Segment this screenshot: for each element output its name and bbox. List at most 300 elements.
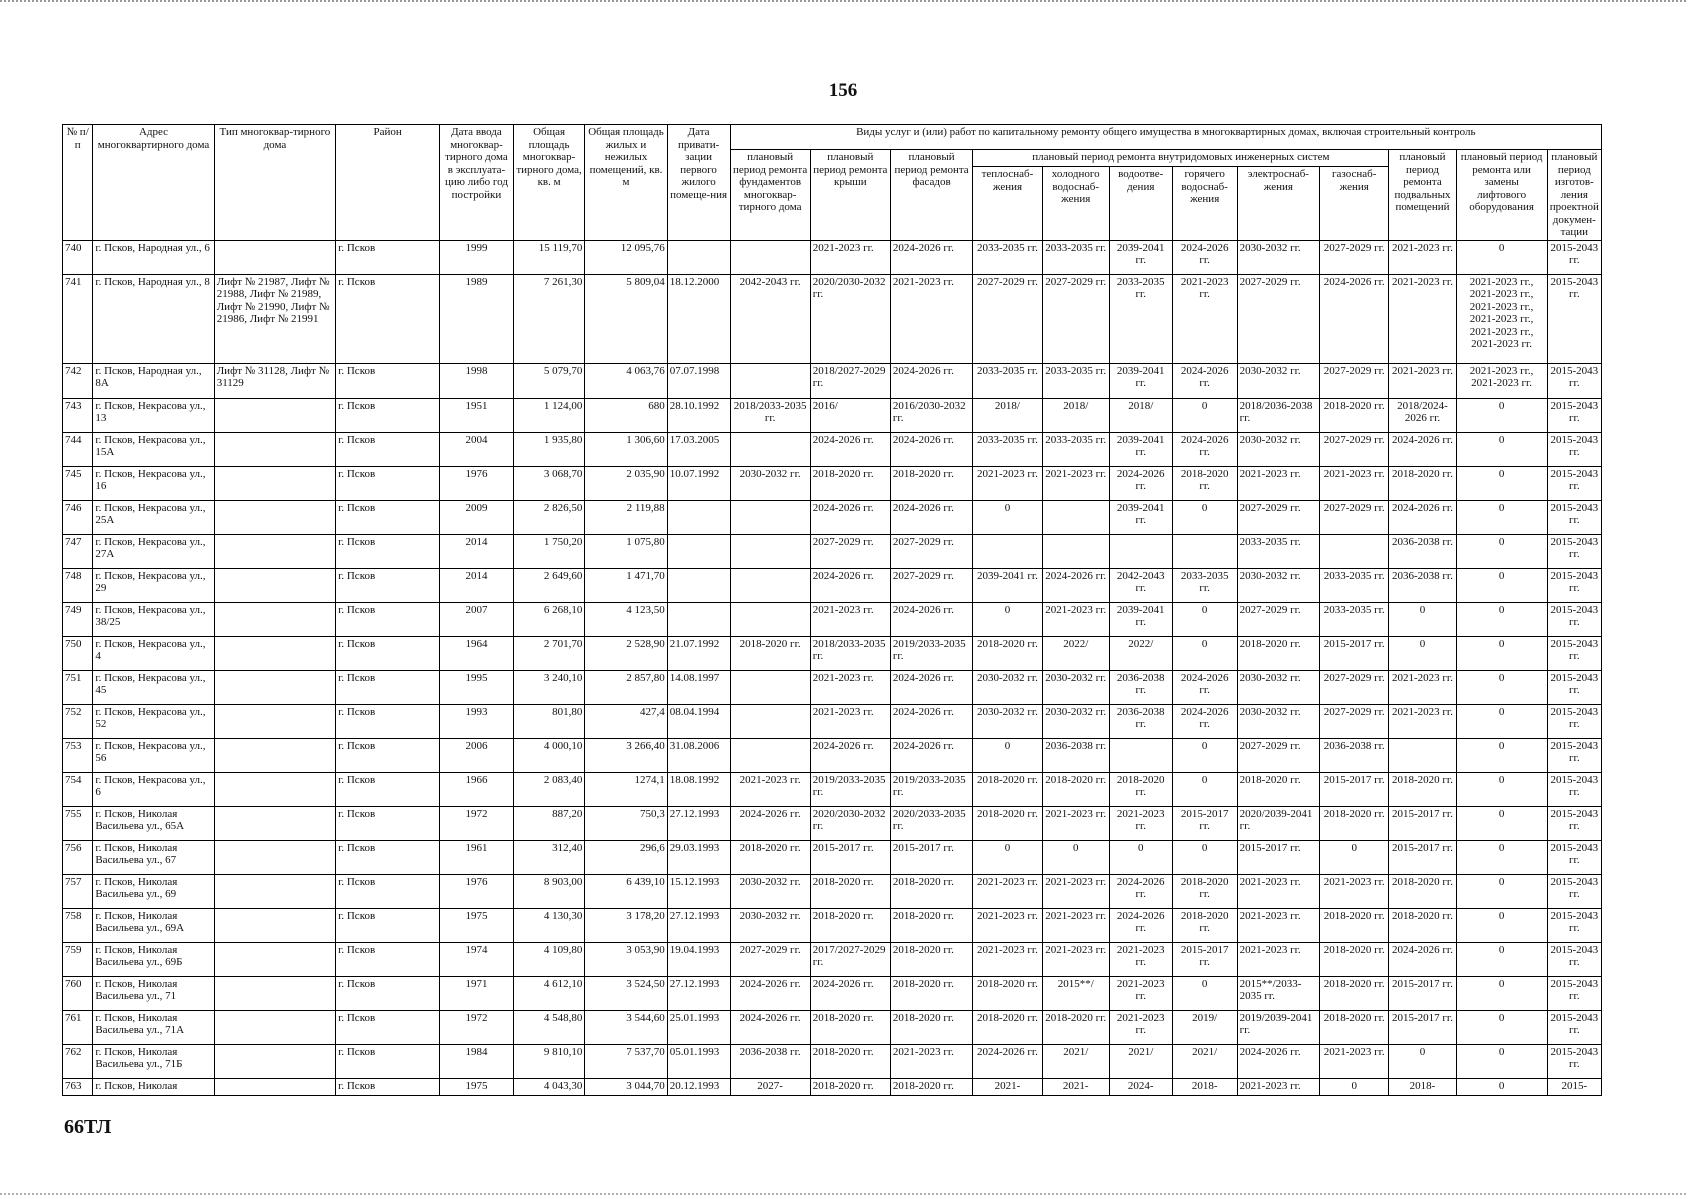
row-living-area: 4 063,76 — [585, 363, 667, 398]
row-heating: 2024-2026 гг. — [973, 1044, 1042, 1078]
row-design-docs: 2015-2043 гг. — [1547, 670, 1601, 704]
row-address: г. Псков, Некрасова ул., 38/25 — [93, 602, 214, 636]
row-elevator: 0 — [1456, 670, 1547, 704]
row-commission-year: 1975 — [440, 1078, 514, 1095]
row-address: г. Псков, Народная ул., 8А — [93, 363, 214, 398]
row-living-area: 3 053,90 — [585, 942, 667, 976]
row-roof: 2018-2020 гг. — [810, 1044, 890, 1078]
row-cold-water: 2021/ — [1042, 1044, 1109, 1078]
row-foundation — [730, 363, 810, 398]
table-row — [63, 240, 1602, 274]
row-number: 743 — [63, 398, 93, 432]
row-gas: 2021-2023 гг. — [1320, 1044, 1389, 1078]
row-drainage: 2033-2035 гг. — [1109, 274, 1172, 363]
row-living-area: 2 035,90 — [585, 466, 667, 500]
row-facade: 2024-2026 гг. — [890, 432, 972, 466]
row-total-area: 801,80 — [513, 704, 585, 738]
header-gas: газоснаб-жения — [1320, 167, 1389, 240]
row-heating: 2033-2035 гг. — [973, 240, 1042, 274]
row-hot-water: 2015-2017 гг. — [1172, 942, 1237, 976]
row-house-type — [214, 636, 335, 670]
header-works-types: Виды услуг и (или) работ по капитальному ремонту общего имущества в многоквартирных домах, включая строительный контроль — [730, 125, 1601, 150]
row-total-area: 2 701,70 — [513, 636, 585, 670]
row-district: г. Псков — [336, 363, 440, 398]
row-cold-water: 2027-2029 гг. — [1042, 274, 1109, 363]
row-electricity: 2018-2020 гг. — [1237, 636, 1319, 670]
row-design-docs: 2015-2043 гг. — [1547, 840, 1601, 874]
row-design-docs: 2015-2043 гг. — [1547, 240, 1601, 274]
row-house-type — [214, 670, 335, 704]
row-elevator: 2021-2023 гг., 2021-2023 гг. — [1456, 363, 1547, 398]
row-commission-year: 1971 — [440, 976, 514, 1010]
row-house-type — [214, 738, 335, 772]
row-house-type: Лифт № 21987, Лифт № 21988, Лифт № 21989, Лифт № 21990, Лифт № 21986, Лифт № 21991 — [214, 274, 335, 363]
row-electricity: 2015**/2033-2035 гг. — [1237, 976, 1319, 1010]
row-address: г. Псков, Некрасова ул., 29 — [93, 568, 214, 602]
row-facade: 2020/2033-2035 гг. — [890, 806, 972, 840]
row-number: 748 — [63, 568, 93, 602]
row-house-type — [214, 398, 335, 432]
row-basement: 2021-2023 гг. — [1389, 670, 1456, 704]
row-living-area: 12 095,76 — [585, 240, 667, 274]
row-facade: 2015-2017 гг. — [890, 840, 972, 874]
row-roof: 2016/ — [810, 398, 890, 432]
row-roof: 2020/2030-2032 гг. — [810, 806, 890, 840]
row-hot-water: 2018-2020 гг. — [1172, 908, 1237, 942]
row-foundation: 2024-2026 гг. — [730, 806, 810, 840]
table-row — [63, 432, 1602, 466]
table-row — [63, 704, 1602, 738]
row-foundation: 2042-2043 гг. — [730, 274, 810, 363]
row-basement: 2024-2026 гг. — [1389, 500, 1456, 534]
row-address: г. Псков, Некрасова ул., 27А — [93, 534, 214, 568]
row-address: г. Псков, Некрасова ул., 45 — [93, 670, 214, 704]
row-basement: 2018-2020 гг. — [1389, 908, 1456, 942]
row-heating: 0 — [973, 500, 1042, 534]
row-basement: 2021-2023 гг. — [1389, 274, 1456, 363]
row-address: г. Псков, Некрасова ул., 6 — [93, 772, 214, 806]
header-commission-date: Дата ввода многоквар-тирного дома в эксплуата-цию либо год постройки — [440, 125, 514, 241]
table-row — [63, 942, 1602, 976]
row-heating: 2018-2020 гг. — [973, 1010, 1042, 1044]
row-design-docs: 2015-2043 гг. — [1547, 976, 1601, 1010]
row-house-type — [214, 240, 335, 274]
row-gas: 2033-2035 гг. — [1320, 568, 1389, 602]
row-total-area: 3 068,70 — [513, 466, 585, 500]
row-gas: 2027-2029 гг. — [1320, 670, 1389, 704]
header-district: Район — [336, 125, 440, 241]
row-number: 740 — [63, 240, 93, 274]
row-roof: 2018-2020 гг. — [810, 466, 890, 500]
row-district: г. Псков — [336, 976, 440, 1010]
row-electricity: 2018-2020 гг. — [1237, 772, 1319, 806]
row-facade: 2024-2026 гг. — [890, 240, 972, 274]
row-district: г. Псков — [336, 534, 440, 568]
row-drainage: 2039-2041 гг. — [1109, 500, 1172, 534]
row-foundation — [730, 704, 810, 738]
table-body — [63, 240, 1602, 1095]
row-foundation — [730, 534, 810, 568]
table-row — [63, 1010, 1602, 1044]
row-district: г. Псков — [336, 704, 440, 738]
row-commission-year: 2014 — [440, 534, 514, 568]
row-hot-water: 2024-2026 гг. — [1172, 363, 1237, 398]
row-cold-water: 2024-2026 гг. — [1042, 568, 1109, 602]
row-privatization-date — [667, 534, 730, 568]
row-privatization-date — [667, 240, 730, 274]
row-cold-water — [1042, 500, 1109, 534]
row-privatization-date — [667, 602, 730, 636]
row-drainage — [1109, 534, 1172, 568]
row-gas: 2018-2020 гг. — [1320, 942, 1389, 976]
row-design-docs: 2015-2043 гг. — [1547, 398, 1601, 432]
row-roof: 2018/2027-2029 гг. — [810, 363, 890, 398]
row-design-docs: 2015-2043 гг. — [1547, 602, 1601, 636]
row-basement: 2018/2024-2026 гг. — [1389, 398, 1456, 432]
row-electricity: 2033-2035 гг. — [1237, 534, 1319, 568]
row-drainage: 2036-2038 гг. — [1109, 704, 1172, 738]
row-heating: 2021-2023 гг. — [973, 466, 1042, 500]
row-privatization-date: 27.12.1993 — [667, 908, 730, 942]
row-hot-water: 0 — [1172, 738, 1237, 772]
row-house-type — [214, 874, 335, 908]
row-living-area: 1 471,70 — [585, 568, 667, 602]
row-roof: 2024-2026 гг. — [810, 500, 890, 534]
row-number: 752 — [63, 704, 93, 738]
row-living-area: 7 537,70 — [585, 1044, 667, 1078]
row-number: 757 — [63, 874, 93, 908]
row-cold-water: 2030-2032 гг. — [1042, 704, 1109, 738]
row-drainage: 2021-2023 гг. — [1109, 806, 1172, 840]
table-row — [63, 1044, 1602, 1078]
row-hot-water: 0 — [1172, 602, 1237, 636]
row-basement — [1389, 738, 1456, 772]
row-elevator: 0 — [1456, 534, 1547, 568]
row-electricity: 2027-2029 гг. — [1237, 602, 1319, 636]
row-living-area: 1 306,60 — [585, 432, 667, 466]
row-hot-water: 2024-2026 гг. — [1172, 670, 1237, 704]
row-electricity: 2018/2036-2038 гг. — [1237, 398, 1319, 432]
row-district: г. Псков — [336, 274, 440, 363]
row-roof: 2021-2023 гг. — [810, 670, 890, 704]
row-district: г. Псков — [336, 1010, 440, 1044]
header-hot-water: горячего водоснаб-жения — [1172, 167, 1237, 240]
row-number: 753 — [63, 738, 93, 772]
table-row — [63, 908, 1602, 942]
row-gas: 0 — [1320, 1078, 1389, 1095]
row-roof: 2018-2020 гг. — [810, 874, 890, 908]
row-gas: 2024-2026 гг. — [1320, 274, 1389, 363]
row-address: г. Псков, Николая Васильева ул., 67 — [93, 840, 214, 874]
row-house-type — [214, 840, 335, 874]
row-hot-water: 2024-2026 гг. — [1172, 704, 1237, 738]
row-commission-year: 1976 — [440, 874, 514, 908]
row-design-docs: 2015-2043 гг. — [1547, 908, 1601, 942]
row-gas: 2018-2020 гг. — [1320, 398, 1389, 432]
row-elevator: 0 — [1456, 874, 1547, 908]
row-living-area: 4 123,50 — [585, 602, 667, 636]
row-number: 749 — [63, 602, 93, 636]
row-total-area: 7 261,30 — [513, 274, 585, 363]
row-privatization-date: 21.07.1992 — [667, 636, 730, 670]
row-electricity: 2021-2023 гг. — [1237, 874, 1319, 908]
row-facade: 2024-2026 гг. — [890, 363, 972, 398]
row-district: г. Псков — [336, 874, 440, 908]
row-cold-water: 2021-2023 гг. — [1042, 806, 1109, 840]
row-address: г. Псков, Николая Васильева ул., 71 — [93, 976, 214, 1010]
row-privatization-date: 20.12.1993 — [667, 1078, 730, 1095]
row-elevator: 0 — [1456, 432, 1547, 466]
row-heating: 2030-2032 гг. — [973, 670, 1042, 704]
row-address: г. Псков, Николая Васильева ул., 65А — [93, 806, 214, 840]
row-gas: 2021-2023 гг. — [1320, 466, 1389, 500]
row-roof: 2018-2020 гг. — [810, 1010, 890, 1044]
row-electricity: 2015-2017 гг. — [1237, 840, 1319, 874]
header-engineering-systems: плановый период ремонта внутридомовых инженерных систем — [973, 150, 1389, 167]
table-row — [63, 976, 1602, 1010]
row-drainage: 2018/ — [1109, 398, 1172, 432]
header-foundation: плановый период ремонта фундаментов многоквар-тирного дома — [730, 150, 810, 241]
row-district: г. Псков — [336, 568, 440, 602]
row-basement: 2018- — [1389, 1078, 1456, 1095]
document-code: 66ТЛ — [64, 1116, 112, 1138]
row-drainage: 2024-2026 гг. — [1109, 874, 1172, 908]
row-elevator: 0 — [1456, 636, 1547, 670]
scan-edge-top — [0, 0, 1686, 6]
row-elevator: 0 — [1456, 466, 1547, 500]
row-roof: 2021-2023 гг. — [810, 602, 890, 636]
row-cold-water: 2021-2023 гг. — [1042, 942, 1109, 976]
row-cold-water: 2018/ — [1042, 398, 1109, 432]
row-hot-water: 2015-2017 гг. — [1172, 806, 1237, 840]
row-number: 742 — [63, 363, 93, 398]
row-cold-water: 2021- — [1042, 1078, 1109, 1095]
row-privatization-date: 14.08.1997 — [667, 670, 730, 704]
table-row — [63, 670, 1602, 704]
row-heating: 2018-2020 гг. — [973, 636, 1042, 670]
row-gas: 2018-2020 гг. — [1320, 908, 1389, 942]
row-drainage: 2024- — [1109, 1078, 1172, 1095]
row-drainage: 2021-2023 гг. — [1109, 942, 1172, 976]
row-drainage: 2024-2026 гг. — [1109, 466, 1172, 500]
row-house-type — [214, 908, 335, 942]
row-drainage: 2039-2041 гг. — [1109, 432, 1172, 466]
row-gas: 2021-2023 гг. — [1320, 874, 1389, 908]
row-total-area: 1 124,00 — [513, 398, 585, 432]
row-district: г. Псков — [336, 942, 440, 976]
row-heating: 2027-2029 гг. — [973, 274, 1042, 363]
row-elevator: 0 — [1456, 568, 1547, 602]
row-total-area: 2 649,60 — [513, 568, 585, 602]
table-row — [63, 398, 1602, 432]
row-gas: 2027-2029 гг. — [1320, 363, 1389, 398]
row-basement: 0 — [1389, 1044, 1456, 1078]
row-hot-water: 0 — [1172, 636, 1237, 670]
row-facade: 2019/2033-2035 гг. — [890, 772, 972, 806]
row-design-docs: 2015-2043 гг. — [1547, 363, 1601, 398]
row-privatization-date: 08.04.1994 — [667, 704, 730, 738]
row-basement: 2036-2038 гг. — [1389, 568, 1456, 602]
row-drainage: 2039-2041 гг. — [1109, 240, 1172, 274]
row-heating: 0 — [973, 738, 1042, 772]
row-heating: 2021-2023 гг. — [973, 908, 1042, 942]
row-basement: 2018-2020 гг. — [1389, 874, 1456, 908]
row-basement: 2015-2017 гг. — [1389, 1010, 1456, 1044]
row-basement: 2036-2038 гг. — [1389, 534, 1456, 568]
row-commission-year: 2014 — [440, 568, 514, 602]
row-living-area: 1274,1 — [585, 772, 667, 806]
row-roof: 2021-2023 гг. — [810, 704, 890, 738]
row-elevator: 0 — [1456, 1078, 1547, 1095]
row-cold-water: 0 — [1042, 840, 1109, 874]
row-facade: 2018-2020 гг. — [890, 466, 972, 500]
row-number: 751 — [63, 670, 93, 704]
row-address: г. Псков, Некрасова ул., 25А — [93, 500, 214, 534]
row-total-area: 4 109,80 — [513, 942, 585, 976]
row-drainage: 2018-2020 гг. — [1109, 772, 1172, 806]
row-living-area: 6 439,10 — [585, 874, 667, 908]
row-design-docs: 2015-2043 гг. — [1547, 738, 1601, 772]
header-num: № п/п — [63, 125, 93, 241]
row-privatization-date: 27.12.1993 — [667, 976, 730, 1010]
row-number: 761 — [63, 1010, 93, 1044]
row-roof: 2021-2023 гг. — [810, 240, 890, 274]
table-row — [63, 602, 1602, 636]
header-elevator: плановый период ремонта или замены лифтового оборудования — [1456, 150, 1547, 241]
row-roof: 2018-2020 гг. — [810, 908, 890, 942]
row-roof: 2027-2029 гг. — [810, 534, 890, 568]
row-gas: 2036-2038 гг. — [1320, 738, 1389, 772]
row-gas: 2018-2020 гг. — [1320, 1010, 1389, 1044]
row-roof: 2017/2027-2029 гг. — [810, 942, 890, 976]
row-facade: 2016/2030-2032 гг. — [890, 398, 972, 432]
row-drainage: 0 — [1109, 840, 1172, 874]
row-facade: 2018-2020 гг. — [890, 908, 972, 942]
row-elevator: 0 — [1456, 942, 1547, 976]
row-total-area: 4 130,30 — [513, 908, 585, 942]
row-elevator: 0 — [1456, 602, 1547, 636]
row-cold-water: 2022/ — [1042, 636, 1109, 670]
row-roof: 2024-2026 гг. — [810, 432, 890, 466]
row-hot-water: 2021/ — [1172, 1044, 1237, 1078]
row-privatization-date: 29.03.1993 — [667, 840, 730, 874]
row-electricity: 2021-2023 гг. — [1237, 908, 1319, 942]
row-cold-water: 2021-2023 гг. — [1042, 466, 1109, 500]
row-gas — [1320, 534, 1389, 568]
row-roof: 2024-2026 гг. — [810, 976, 890, 1010]
row-privatization-date: 17.03.2005 — [667, 432, 730, 466]
row-number: 762 — [63, 1044, 93, 1078]
row-hot-water: 2018-2020 гг. — [1172, 874, 1237, 908]
row-privatization-date — [667, 568, 730, 602]
row-living-area: 2 119,88 — [585, 500, 667, 534]
row-basement: 2015-2017 гг. — [1389, 806, 1456, 840]
row-hot-water: 0 — [1172, 772, 1237, 806]
row-electricity: 2020/2039-2041 гг. — [1237, 806, 1319, 840]
row-total-area: 3 240,10 — [513, 670, 585, 704]
row-commission-year: 1989 — [440, 274, 514, 363]
row-cold-water: 2018-2020 гг. — [1042, 1010, 1109, 1044]
row-commission-year: 1972 — [440, 806, 514, 840]
row-living-area: 680 — [585, 398, 667, 432]
row-basement: 2015-2017 гг. — [1389, 840, 1456, 874]
row-cold-water: 2018-2020 гг. — [1042, 772, 1109, 806]
row-privatization-date: 18.08.1992 — [667, 772, 730, 806]
scan-edge-bottom — [0, 1193, 1686, 1199]
row-heating: 2021- — [973, 1078, 1042, 1095]
row-drainage: 2021-2023 гг. — [1109, 976, 1172, 1010]
row-address: г. Псков, Николая Васильева ул., 69Б — [93, 942, 214, 976]
row-commission-year: 2006 — [440, 738, 514, 772]
row-district: г. Псков — [336, 500, 440, 534]
row-electricity: 2030-2032 гг. — [1237, 670, 1319, 704]
row-privatization-date: 10.07.1992 — [667, 466, 730, 500]
row-heating: 2018-2020 гг. — [973, 806, 1042, 840]
row-commission-year: 1966 — [440, 772, 514, 806]
row-drainage: 2021-2023 гг. — [1109, 1010, 1172, 1044]
row-electricity: 2024-2026 гг. — [1237, 1044, 1319, 1078]
row-electricity: 2030-2032 гг. — [1237, 240, 1319, 274]
row-address: г. Псков, Некрасова ул., 52 — [93, 704, 214, 738]
row-design-docs: 2015-2043 гг. — [1547, 432, 1601, 466]
header-address: Адрес многоквартирного дома — [93, 125, 214, 241]
table-row — [63, 840, 1602, 874]
row-living-area: 750,3 — [585, 806, 667, 840]
row-facade: 2024-2026 гг. — [890, 670, 972, 704]
table-row — [63, 274, 1602, 363]
row-house-type — [214, 432, 335, 466]
row-district: г. Псков — [336, 466, 440, 500]
row-living-area: 3 544,60 — [585, 1010, 667, 1044]
row-design-docs: 2015-2043 гг. — [1547, 274, 1601, 363]
header-roof: плановый период ремонта крыши — [810, 150, 890, 241]
row-living-area: 3 266,40 — [585, 738, 667, 772]
row-total-area: 312,40 — [513, 840, 585, 874]
row-district: г. Псков — [336, 1078, 440, 1095]
row-cold-water: 2036-2038 гг. — [1042, 738, 1109, 772]
row-roof: 2024-2026 гг. — [810, 568, 890, 602]
row-cold-water: 2033-2035 гг. — [1042, 432, 1109, 466]
row-house-type — [214, 568, 335, 602]
row-house-type: Лифт № 31128, Лифт № 31129 — [214, 363, 335, 398]
row-living-area: 3 524,50 — [585, 976, 667, 1010]
header-cold-water: холодного водоснаб-жения — [1042, 167, 1109, 240]
row-district: г. Псков — [336, 772, 440, 806]
row-number: 741 — [63, 274, 93, 363]
row-address: г. Псков, Народная ул., 8 — [93, 274, 214, 363]
row-drainage: 2036-2038 гг. — [1109, 670, 1172, 704]
row-facade: 2027-2029 гг. — [890, 568, 972, 602]
row-roof: 2020/2030-2032 гг. — [810, 274, 890, 363]
row-foundation — [730, 670, 810, 704]
row-foundation: 2030-2032 гг. — [730, 908, 810, 942]
row-gas: 2027-2029 гг. — [1320, 500, 1389, 534]
row-district: г. Псков — [336, 670, 440, 704]
row-gas: 2027-2029 гг. — [1320, 240, 1389, 274]
row-electricity: 2021-2023 гг. — [1237, 942, 1319, 976]
row-address: г. Псков, Николая — [93, 1078, 214, 1095]
row-house-type — [214, 942, 335, 976]
row-foundation — [730, 432, 810, 466]
row-elevator: 0 — [1456, 738, 1547, 772]
table-row — [63, 636, 1602, 670]
row-district: г. Псков — [336, 602, 440, 636]
row-total-area: 5 079,70 — [513, 363, 585, 398]
row-number: 758 — [63, 908, 93, 942]
row-facade: 2021-2023 гг. — [890, 274, 972, 363]
row-heating: 2021-2023 гг. — [973, 942, 1042, 976]
row-heating: 2021-2023 гг. — [973, 874, 1042, 908]
